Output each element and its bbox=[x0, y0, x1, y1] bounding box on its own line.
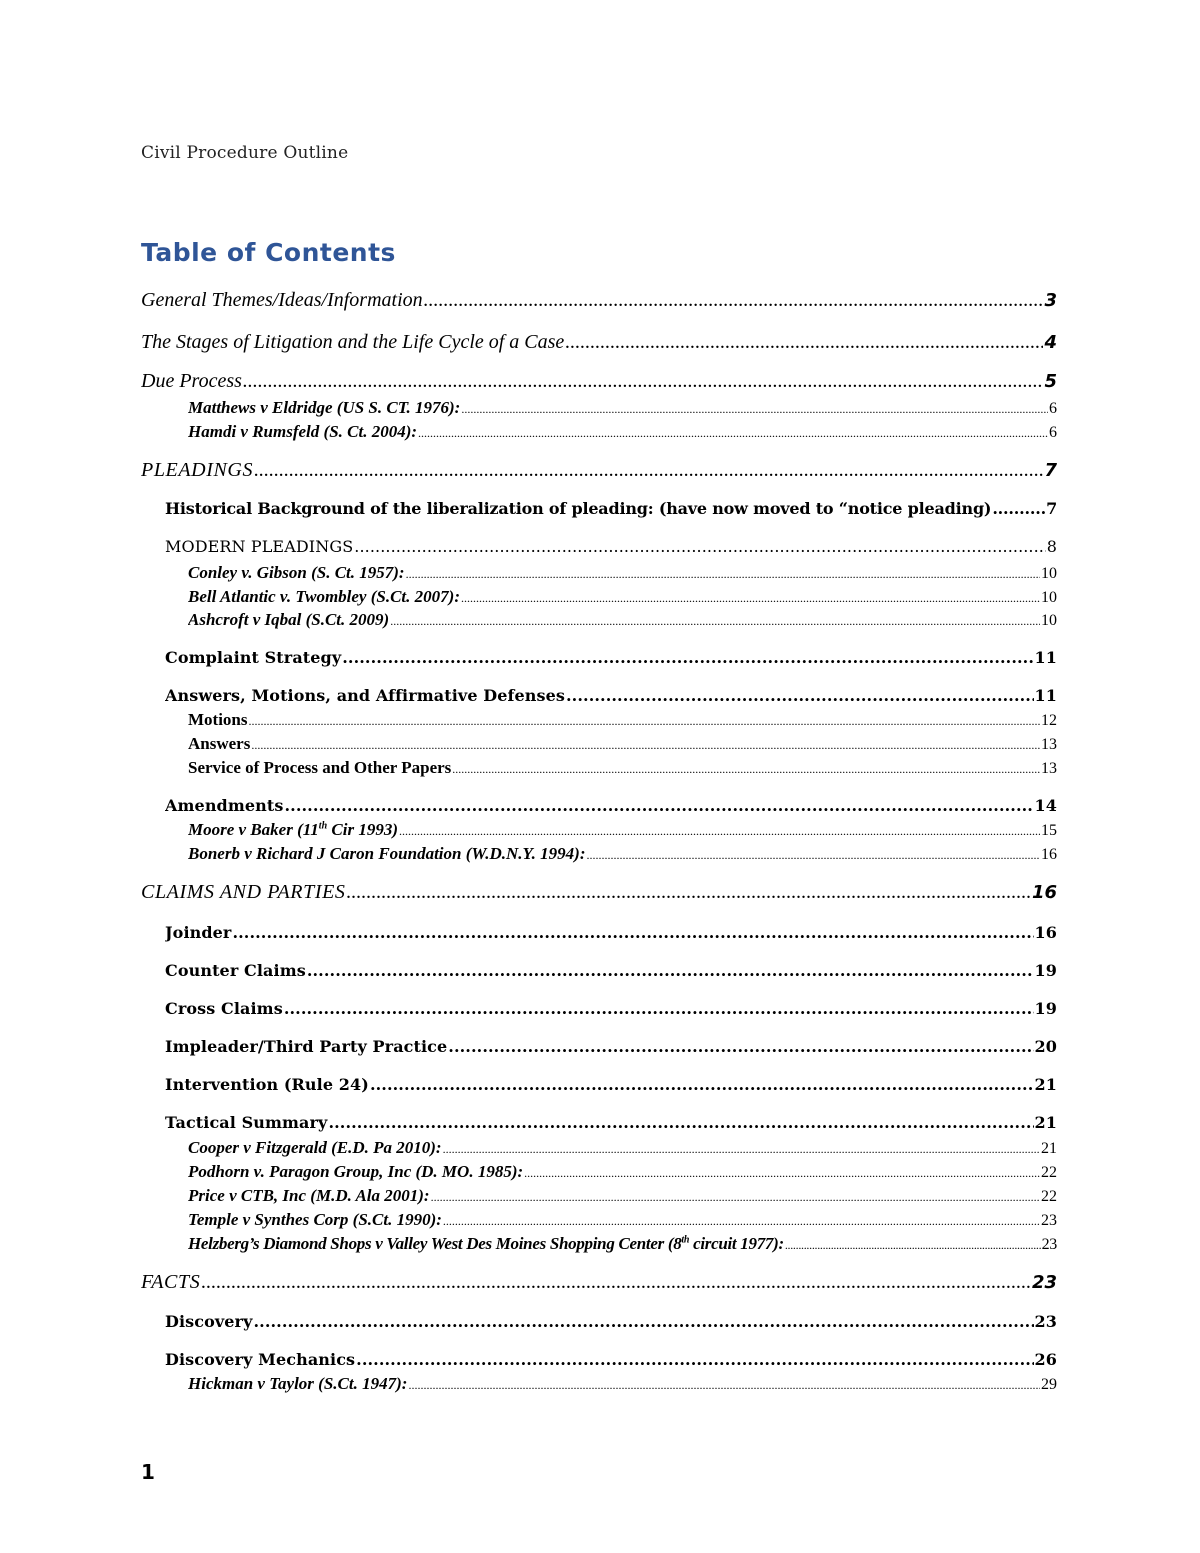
toc-entry-page: 13 bbox=[1041, 736, 1057, 753]
toc-entry[interactable] bbox=[165, 961, 1057, 980]
toc-entry-title: Due Process bbox=[141, 370, 242, 392]
toc-entry-page: 10 bbox=[1041, 612, 1057, 629]
toc-leader-dots bbox=[443, 1214, 1040, 1229]
toc-entry-page: 20 bbox=[1034, 1037, 1057, 1056]
toc-leader-dots bbox=[243, 370, 1044, 393]
toc-entry[interactable] bbox=[165, 648, 1057, 667]
toc-entry-title: Counter Claims bbox=[165, 961, 306, 980]
toc-entry[interactable] bbox=[188, 1162, 1057, 1182]
toc-leader-dots bbox=[342, 648, 1033, 667]
toc-entry-title: Joinder bbox=[165, 923, 232, 942]
toc-heading: Table of Contents bbox=[141, 238, 396, 267]
toc-entry[interactable] bbox=[188, 820, 1057, 840]
toc-entry[interactable] bbox=[188, 422, 1057, 442]
toc-leader-dots bbox=[408, 1378, 1040, 1393]
toc-entry-title: Complaint Strategy bbox=[165, 648, 342, 667]
toc-entry-page: 22 bbox=[1041, 1164, 1057, 1181]
toc-entry-title: Moore v Baker (11th Cir 1993) bbox=[188, 820, 398, 839]
toc-entry[interactable] bbox=[141, 289, 1057, 312]
toc-entry-page: 16 bbox=[1041, 846, 1057, 863]
toc-leader-dots bbox=[443, 1142, 1040, 1157]
toc-entry[interactable] bbox=[165, 923, 1057, 942]
toc-leader-dots bbox=[565, 331, 1043, 354]
toc-entry[interactable] bbox=[188, 1210, 1057, 1230]
toc-leader-dots bbox=[461, 402, 1048, 417]
toc-entry-title: Bell Atlantic v. Twombley (S.Ct. 2007): bbox=[188, 587, 460, 606]
toc-entry-title: The Stages of Litigation and the Life Cycle of a Case bbox=[141, 331, 565, 353]
toc-entry-title: Hickman v Taylor (S.Ct. 1947): bbox=[188, 1374, 408, 1393]
toc-leader-dots bbox=[253, 1312, 1033, 1331]
toc-entry-title: Ashcroft v Iqbal (S.Ct. 2009) bbox=[188, 610, 390, 629]
toc-entry[interactable] bbox=[141, 881, 1057, 904]
toc-entry[interactable] bbox=[188, 398, 1057, 418]
toc-entry-page: 21 bbox=[1034, 1113, 1057, 1132]
toc-leader-dots bbox=[354, 537, 1045, 556]
toc-entry-title: Intervention (Rule 24) bbox=[165, 1075, 369, 1094]
page-number: 1 bbox=[141, 1460, 155, 1484]
toc-leader-dots bbox=[452, 762, 1040, 777]
toc-entry-title: Amendments bbox=[165, 796, 284, 815]
toc-entry-title: CLAIMS AND PARTIES bbox=[141, 881, 346, 903]
toc-entry[interactable] bbox=[188, 1138, 1057, 1158]
toc-entry-title: Matthews v Eldridge (US S. CT. 1976): bbox=[188, 398, 461, 417]
toc-entry-title: Motions bbox=[188, 710, 248, 729]
toc-entry-page: 5 bbox=[1044, 371, 1057, 392]
toc-leader-dots bbox=[284, 796, 1033, 815]
toc-entry-title: Bonerb v Richard J Caron Foundation (W.D.N.Y. 1994): bbox=[188, 844, 586, 863]
toc-entry-page: 6 bbox=[1049, 400, 1057, 417]
toc-entry-page: 23 bbox=[1031, 1272, 1057, 1293]
toc-leader-dots bbox=[448, 1037, 1033, 1056]
toc-entry-title: Discovery bbox=[165, 1312, 253, 1331]
toc-entry[interactable] bbox=[165, 1075, 1057, 1094]
toc-entry-title: Tactical Summary bbox=[165, 1113, 328, 1132]
toc-entry-title: Answers bbox=[188, 734, 251, 753]
toc-leader-dots bbox=[284, 999, 1034, 1018]
toc-entry[interactable] bbox=[188, 1186, 1057, 1206]
toc-entry-title: Hamdi v Rumsfeld (S. Ct. 2004): bbox=[188, 422, 418, 441]
toc-entry-page: 26 bbox=[1034, 1350, 1057, 1369]
toc-entry-title: Cooper v Fitzgerald (E.D. Pa 2010): bbox=[188, 1138, 442, 1157]
toc-leader-dots bbox=[390, 614, 1040, 629]
toc-entry[interactable] bbox=[141, 1271, 1057, 1294]
toc-leader-dots bbox=[524, 1166, 1040, 1181]
toc-entry[interactable] bbox=[165, 999, 1057, 1018]
toc-leader-dots bbox=[992, 499, 1045, 518]
toc-entry[interactable] bbox=[188, 758, 1057, 778]
toc-entry-title: Discovery Mechanics bbox=[165, 1350, 356, 1369]
toc-entry[interactable] bbox=[188, 1374, 1057, 1394]
toc-leader-dots bbox=[424, 289, 1044, 312]
toc-entry[interactable] bbox=[188, 1234, 1057, 1254]
toc-entry-title: PLEADINGS bbox=[141, 459, 254, 481]
toc-leader-dots bbox=[356, 1350, 1033, 1369]
toc-entry-page: 11 bbox=[1034, 686, 1057, 705]
toc-leader-dots bbox=[461, 591, 1040, 606]
toc-entry[interactable] bbox=[165, 537, 1057, 556]
toc-entry-title: Cross Claims bbox=[165, 999, 283, 1018]
toc-leader-dots bbox=[566, 686, 1034, 705]
toc-entry[interactable] bbox=[188, 710, 1057, 730]
toc-entry-title: Service of Process and Other Papers bbox=[188, 758, 452, 777]
toc-leader-dots bbox=[399, 824, 1040, 839]
toc-entry-title: FACTS bbox=[141, 1271, 201, 1293]
toc-entry-page: 23 bbox=[1041, 1212, 1057, 1229]
toc-entry-page: 12 bbox=[1041, 712, 1057, 729]
toc-entry[interactable] bbox=[165, 1113, 1057, 1132]
toc-entry-page: 15 bbox=[1041, 822, 1057, 839]
toc-entry-page: 19 bbox=[1034, 961, 1057, 980]
toc-entry-page: 23 bbox=[1034, 1312, 1057, 1331]
toc-leader-dots bbox=[785, 1238, 1041, 1253]
toc-entry[interactable] bbox=[165, 1037, 1057, 1056]
toc-leader-dots bbox=[254, 459, 1043, 482]
toc-entry-page: 14 bbox=[1034, 796, 1057, 815]
toc-entry-page: 23 bbox=[1041, 1236, 1057, 1253]
toc-leader-dots bbox=[328, 1113, 1033, 1132]
toc-entry-page: 16 bbox=[1031, 882, 1057, 903]
toc-entry-title: Price v CTB, Inc (M.D. Ala 2001): bbox=[188, 1186, 430, 1205]
toc-leader-dots bbox=[418, 426, 1048, 441]
toc-entry-title: Historical Background of the liberalization of pleading: (have now moved to “notice pleading) bbox=[165, 499, 992, 518]
toc-leader-dots bbox=[587, 848, 1041, 863]
toc-entry[interactable] bbox=[165, 1350, 1057, 1369]
toc-entry[interactable] bbox=[165, 796, 1057, 815]
toc-entry-page: 4 bbox=[1044, 332, 1057, 353]
toc-entry-page: 10 bbox=[1041, 589, 1057, 606]
toc-leader-dots bbox=[249, 714, 1041, 729]
toc-leader-dots bbox=[307, 961, 1034, 980]
toc-entry-page: 21 bbox=[1034, 1075, 1057, 1094]
toc-entry[interactable] bbox=[188, 610, 1057, 630]
toc-leader-dots bbox=[232, 923, 1033, 942]
toc-entry-title: Conley v. Gibson (S. Ct. 1957): bbox=[188, 563, 405, 582]
toc-leader-dots bbox=[201, 1271, 1031, 1294]
toc-entry[interactable] bbox=[165, 1312, 1057, 1331]
toc-entry-page: 16 bbox=[1034, 923, 1057, 942]
toc-entry-title: Answers, Motions, and Affirmative Defenses bbox=[165, 686, 566, 705]
toc-entry[interactable] bbox=[165, 686, 1057, 705]
toc-leader-dots bbox=[431, 1190, 1040, 1205]
toc-entry-page: 11 bbox=[1034, 648, 1057, 667]
toc-entry-title: General Themes/Ideas/Information bbox=[141, 289, 423, 311]
toc-entry-page: 10 bbox=[1041, 565, 1057, 582]
toc-leader-dots bbox=[370, 1075, 1034, 1094]
toc-leader-dots bbox=[251, 738, 1040, 753]
toc-entry-page: 21 bbox=[1041, 1140, 1057, 1157]
toc-leader-dots bbox=[347, 881, 1031, 904]
toc-entry[interactable] bbox=[141, 459, 1057, 482]
toc-entry-page: 7 bbox=[1046, 499, 1057, 518]
toc-entry-title: Helzberg’s Diamond Shops v Valley West Des Moines Shopping Center (8th circuit 1977): bbox=[188, 1234, 784, 1253]
toc-entry[interactable] bbox=[165, 499, 1057, 518]
toc-entry[interactable] bbox=[188, 563, 1057, 583]
toc-entry-page: 6 bbox=[1049, 424, 1057, 441]
toc-entry-page: 29 bbox=[1041, 1376, 1057, 1393]
toc-entry[interactable] bbox=[141, 331, 1057, 354]
toc-entry-title: MODERN PLEADINGS bbox=[165, 537, 354, 556]
toc-entry-page: 19 bbox=[1034, 999, 1057, 1018]
toc-entry-page: 7 bbox=[1044, 460, 1057, 481]
toc-entry-title: Podhorn v. Paragon Group, Inc (D. MO. 1985): bbox=[188, 1162, 524, 1181]
toc-entry-page: 22 bbox=[1041, 1188, 1057, 1205]
toc-entry-page: 3 bbox=[1044, 290, 1057, 311]
toc-entry[interactable] bbox=[141, 370, 1057, 393]
toc-entry[interactable] bbox=[188, 734, 1057, 754]
toc-leader-dots bbox=[406, 567, 1040, 582]
toc-entry-page: 13 bbox=[1041, 760, 1057, 777]
document-header-title: Civil Procedure Outline bbox=[141, 143, 349, 163]
toc-entry[interactable] bbox=[188, 587, 1057, 607]
toc-entry[interactable] bbox=[188, 844, 1057, 864]
toc-entry-title: Temple v Synthes Corp (S.Ct. 1990): bbox=[188, 1210, 442, 1229]
toc-entry-page: 8 bbox=[1046, 537, 1057, 556]
toc-entry-title: Impleader/Third Party Practice bbox=[165, 1037, 448, 1056]
